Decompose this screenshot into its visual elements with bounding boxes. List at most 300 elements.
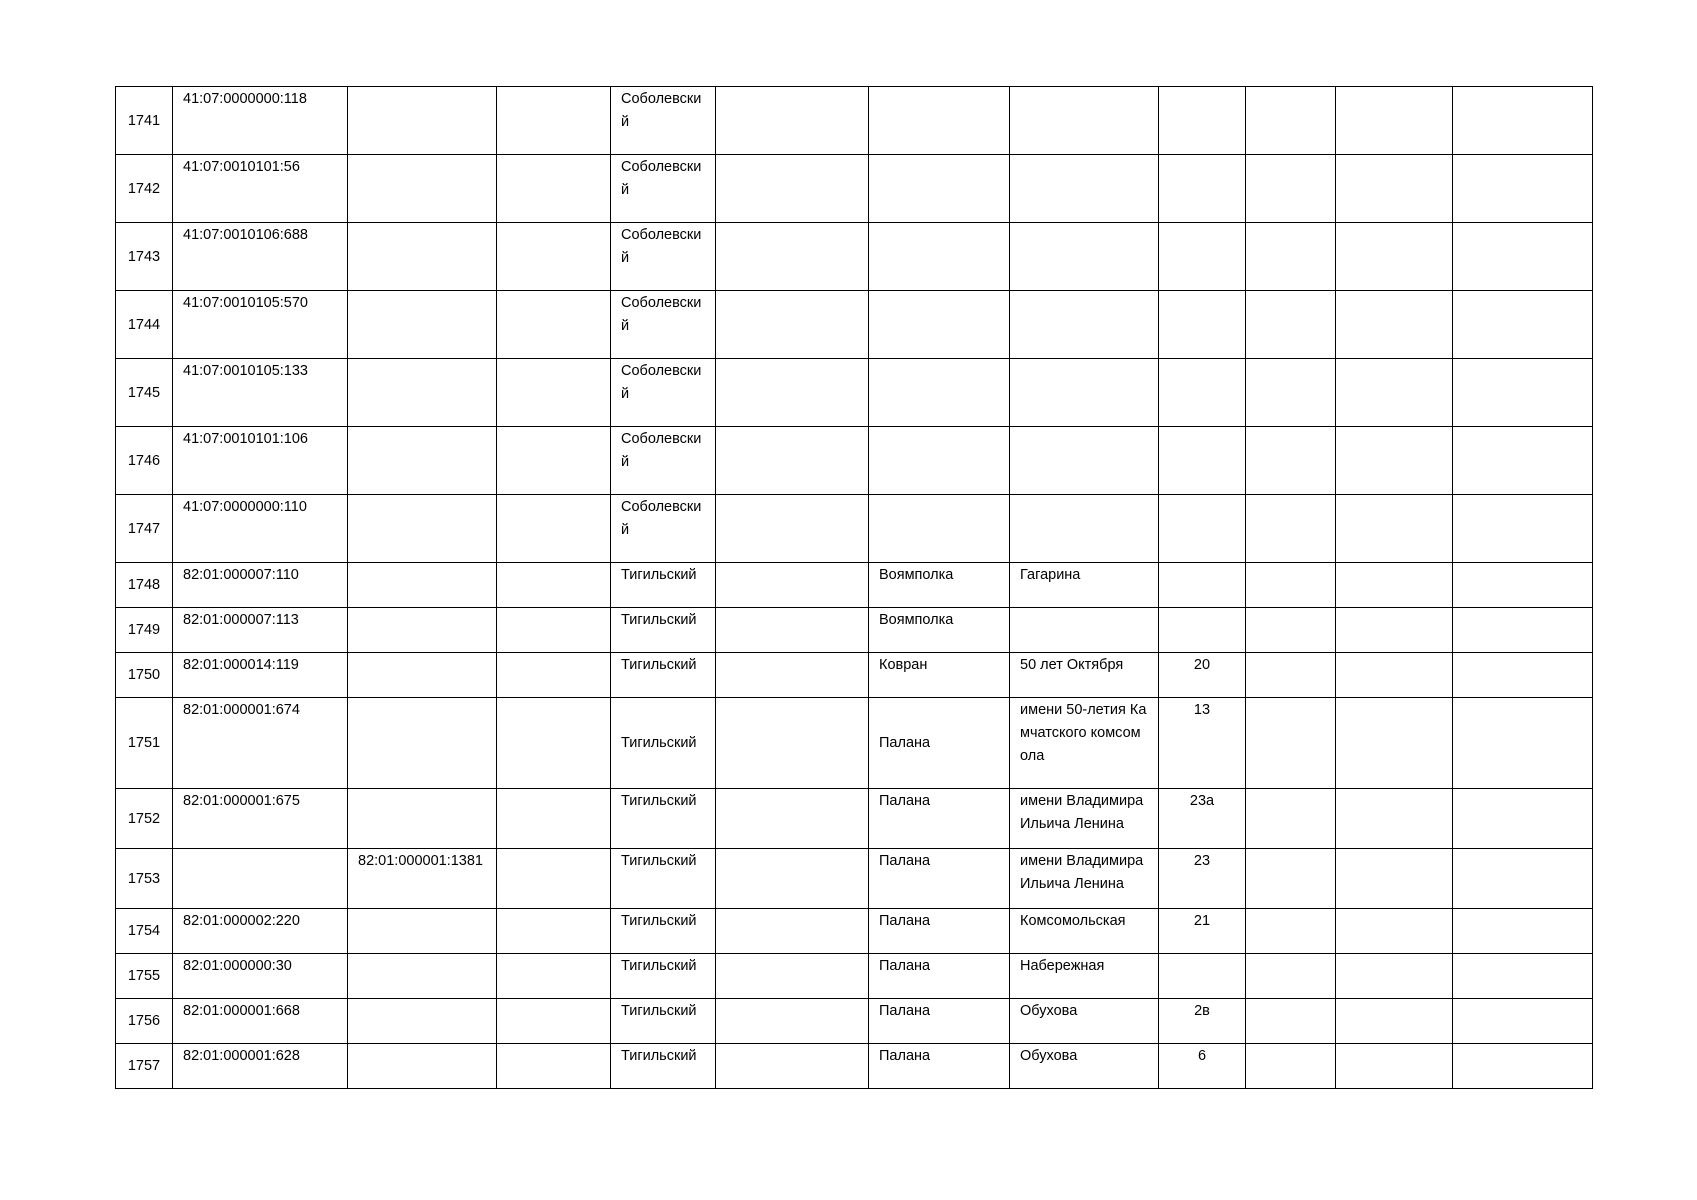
empty-cell	[1246, 909, 1336, 954]
row-number-text: 1747	[127, 520, 161, 537]
empty-text	[507, 653, 600, 654]
row-number-text: 1744	[127, 316, 161, 333]
empty-cell	[1453, 608, 1593, 653]
cadastral-number-cell	[173, 909, 348, 954]
empty-cell	[1336, 359, 1453, 427]
district-cell	[611, 223, 716, 291]
locality-text	[879, 291, 999, 292]
district-text: Тигильский	[621, 793, 697, 809]
locality-text: Палана	[879, 1003, 931, 1019]
empty-text	[726, 87, 858, 88]
district-cell	[611, 1044, 716, 1089]
cadastral-number-cell	[173, 87, 348, 155]
district-cell	[611, 653, 716, 698]
street-cell	[1010, 155, 1159, 223]
cadastral-number-cell	[173, 291, 348, 359]
empty-cell	[716, 608, 869, 653]
cadastral-number-cell	[173, 427, 348, 495]
empty-cell	[1246, 849, 1336, 909]
house-number-text: 23	[1193, 853, 1211, 869]
empty-cell	[716, 563, 869, 608]
empty-cell	[716, 698, 869, 789]
empty-cell	[1246, 495, 1336, 563]
cadastral-number-cell	[173, 608, 348, 653]
street-text	[1020, 359, 1148, 360]
empty-cell	[497, 909, 611, 954]
empty-cell	[1336, 954, 1453, 999]
empty-cell	[1453, 563, 1593, 608]
cadastral-number-text: 82:01:000007:110	[183, 567, 299, 583]
house-number-text	[1169, 954, 1235, 955]
cadastral-number-cell	[173, 495, 348, 563]
empty-cell	[497, 999, 611, 1044]
empty-cell	[1453, 427, 1593, 495]
empty-cell	[1453, 155, 1593, 223]
house-number-text	[1169, 563, 1235, 564]
cadastral-number-alt-text	[358, 789, 486, 790]
house-number-text	[1169, 87, 1235, 88]
empty-cell	[1453, 291, 1593, 359]
locality-text: Палана	[879, 958, 931, 974]
district-text: Соболевский	[621, 431, 702, 470]
street-cell	[1010, 698, 1159, 789]
table-row	[116, 954, 1593, 999]
cadastral-number-text: 41:07:0000000:110	[183, 499, 307, 515]
house-number-text: 2в	[1194, 1003, 1210, 1019]
locality-cell	[869, 359, 1010, 427]
row-number-cell	[116, 789, 173, 849]
cadastral-number-alt-text	[358, 155, 486, 156]
empty-cell	[716, 223, 869, 291]
empty-text	[726, 427, 858, 428]
empty-cell	[716, 849, 869, 909]
empty-text	[726, 698, 858, 699]
row-number-cell	[116, 653, 173, 698]
locality-cell	[869, 608, 1010, 653]
empty-cell	[1336, 87, 1453, 155]
empty-cell	[716, 87, 869, 155]
cadastral-number-alt-cell	[348, 495, 497, 563]
cadastral-number-alt-text	[358, 563, 486, 564]
district-cell	[611, 849, 716, 909]
locality-cell	[869, 563, 1010, 608]
empty-cell	[1336, 909, 1453, 954]
table-row	[116, 653, 1593, 698]
district-text: Соболевский	[621, 227, 702, 266]
locality-text: Палана	[879, 853, 931, 869]
house-number-cell	[1159, 359, 1246, 427]
table-row	[116, 359, 1593, 427]
street-cell	[1010, 954, 1159, 999]
street-text: имени 50-летия Камчатского комсомола	[1020, 702, 1147, 764]
empty-cell	[1453, 1044, 1593, 1089]
street-cell	[1010, 849, 1159, 909]
house-number-text	[1169, 291, 1235, 292]
street-cell	[1010, 789, 1159, 849]
cadastral-number-text: 41:07:0010101:56	[183, 159, 300, 175]
row-number-cell	[116, 87, 173, 155]
empty-cell	[497, 698, 611, 789]
cadastral-number-text: 82:01:000001:628	[183, 1048, 300, 1064]
street-text: Комсомольская	[1020, 913, 1126, 929]
row-number-cell	[116, 223, 173, 291]
house-number-cell	[1159, 563, 1246, 608]
street-cell	[1010, 427, 1159, 495]
street-text	[1020, 495, 1148, 496]
house-number-cell	[1159, 291, 1246, 359]
district-text: Тигильский	[621, 735, 697, 751]
house-number-cell	[1159, 999, 1246, 1044]
house-number-text	[1169, 359, 1235, 360]
street-text: Обухова	[1020, 1048, 1078, 1064]
empty-cell	[1453, 698, 1593, 789]
district-text: Тигильский	[621, 913, 697, 929]
cadastral-number-alt-cell	[348, 909, 497, 954]
locality-cell	[869, 698, 1010, 789]
row-number-cell	[116, 999, 173, 1044]
locality-cell	[869, 1044, 1010, 1089]
cadastral-number-alt-cell	[348, 155, 497, 223]
cadastral-number-text: 82:01:000007:113	[183, 612, 299, 628]
locality-cell	[869, 999, 1010, 1044]
empty-text	[726, 563, 858, 564]
street-cell	[1010, 563, 1159, 608]
table-row	[116, 223, 1593, 291]
district-text: Тигильский	[621, 958, 697, 974]
empty-text	[726, 954, 858, 955]
row-number-cell	[116, 291, 173, 359]
cadastral-number-cell	[173, 849, 348, 909]
table-row	[116, 789, 1593, 849]
registry-table	[115, 86, 1593, 1089]
cadastral-number-alt-cell	[348, 698, 497, 789]
cadastral-number-alt-text	[358, 291, 486, 292]
empty-cell	[716, 789, 869, 849]
cadastral-number-alt-cell	[348, 427, 497, 495]
empty-cell	[716, 1044, 869, 1089]
house-number-cell	[1159, 698, 1246, 789]
district-text: Тигильский	[621, 853, 697, 869]
table-row	[116, 155, 1593, 223]
empty-cell	[1453, 954, 1593, 999]
row-number-text: 1755	[127, 968, 161, 984]
empty-text	[726, 909, 858, 910]
empty-cell	[1246, 87, 1336, 155]
empty-cell	[497, 495, 611, 563]
cadastral-number-cell	[173, 155, 348, 223]
empty-cell	[497, 359, 611, 427]
empty-cell	[1453, 87, 1593, 155]
cadastral-number-alt-cell	[348, 653, 497, 698]
cadastral-number-alt-cell	[348, 1044, 497, 1089]
district-cell	[611, 155, 716, 223]
house-number-text: 23а	[1189, 793, 1215, 809]
cadastral-number-alt-cell	[348, 954, 497, 999]
empty-text	[507, 563, 600, 564]
row-number-text: 1742	[127, 180, 161, 197]
locality-text	[879, 427, 999, 428]
district-cell	[611, 909, 716, 954]
cadastral-number-alt-text	[358, 954, 486, 955]
cadastral-number-alt-text	[358, 427, 486, 428]
empty-text	[726, 359, 858, 360]
street-text: Обухова	[1020, 1003, 1078, 1019]
locality-cell	[869, 87, 1010, 155]
empty-cell	[497, 291, 611, 359]
cadastral-number-cell	[173, 789, 348, 849]
locality-text	[879, 495, 999, 496]
cadastral-number-alt-text	[358, 359, 486, 360]
locality-text: Воямполка	[879, 612, 954, 628]
street-cell	[1010, 87, 1159, 155]
row-number-cell	[116, 359, 173, 427]
cadastral-number-alt-text	[358, 608, 486, 609]
empty-cell	[716, 653, 869, 698]
empty-cell	[1336, 495, 1453, 563]
empty-cell	[1336, 291, 1453, 359]
street-text: имени Владимира Ильича Ленина	[1020, 853, 1144, 892]
empty-text	[726, 1044, 858, 1045]
empty-cell	[716, 359, 869, 427]
empty-text	[507, 999, 600, 1000]
locality-cell	[869, 427, 1010, 495]
locality-cell	[869, 954, 1010, 999]
street-text: имени Владимира Ильича Ленина	[1020, 793, 1144, 832]
empty-cell	[1246, 789, 1336, 849]
row-number-text: 1756	[127, 1013, 161, 1029]
cadastral-number-alt-cell	[348, 999, 497, 1044]
empty-text	[507, 495, 600, 496]
street-cell	[1010, 909, 1159, 954]
district-text: Соболевский	[621, 363, 702, 402]
district-cell	[611, 698, 716, 789]
street-text: Гагарина	[1020, 567, 1081, 583]
house-number-cell	[1159, 1044, 1246, 1089]
district-text: Соболевский	[621, 159, 702, 198]
empty-cell	[716, 427, 869, 495]
locality-text	[879, 359, 999, 360]
empty-text	[507, 359, 600, 360]
house-number-cell	[1159, 849, 1246, 909]
district-cell	[611, 789, 716, 849]
empty-text	[726, 999, 858, 1000]
locality-text: Ковран	[879, 657, 928, 673]
row-number-cell	[116, 495, 173, 563]
empty-text	[507, 291, 600, 292]
empty-cell	[1246, 999, 1336, 1044]
locality-text: Палана	[879, 1048, 931, 1064]
empty-cell	[1453, 999, 1593, 1044]
cadastral-number-text: 41:07:0000000:118	[183, 91, 307, 107]
empty-text	[726, 291, 858, 292]
empty-cell	[1336, 563, 1453, 608]
cadastral-number-cell	[173, 653, 348, 698]
cadastral-number-alt-text	[358, 698, 486, 699]
empty-cell	[1453, 223, 1593, 291]
empty-cell	[497, 1044, 611, 1089]
empty-cell	[1336, 653, 1453, 698]
cadastral-number-alt-text	[358, 87, 486, 88]
locality-cell	[869, 849, 1010, 909]
empty-cell	[1336, 999, 1453, 1044]
empty-text	[507, 954, 600, 955]
empty-cell	[1246, 223, 1336, 291]
house-number-text: 21	[1193, 913, 1211, 929]
house-number-cell	[1159, 155, 1246, 223]
row-number-text: 1748	[127, 577, 161, 593]
street-text	[1020, 155, 1148, 156]
house-number-cell	[1159, 789, 1246, 849]
row-number-cell	[116, 954, 173, 999]
empty-cell	[1336, 789, 1453, 849]
empty-cell	[1246, 563, 1336, 608]
cadastral-number-alt-text	[358, 223, 486, 224]
cadastral-number-alt-cell	[348, 608, 497, 653]
cadastral-number-text: 82:01:000000:30	[183, 958, 292, 974]
street-cell	[1010, 1044, 1159, 1089]
cadastral-number-alt-cell	[348, 87, 497, 155]
table-row	[116, 495, 1593, 563]
street-text: Набережная	[1020, 958, 1105, 974]
empty-cell	[1453, 653, 1593, 698]
street-text	[1020, 87, 1148, 88]
district-text: Соболевский	[621, 295, 702, 334]
locality-cell	[869, 155, 1010, 223]
row-number-text: 1751	[127, 735, 161, 751]
cadastral-number-text: 82:01:000001:668	[183, 1003, 300, 1019]
cadastral-number-text: 41:07:0010105:133	[183, 363, 308, 379]
empty-cell	[1453, 359, 1593, 427]
table-row	[116, 698, 1593, 789]
table-row	[116, 427, 1593, 495]
empty-cell	[1246, 698, 1336, 789]
empty-cell	[497, 427, 611, 495]
street-text	[1020, 608, 1148, 609]
empty-cell	[716, 291, 869, 359]
locality-cell	[869, 909, 1010, 954]
cadastral-number-alt-text	[358, 495, 486, 496]
cadastral-number-alt-cell	[348, 359, 497, 427]
cadastral-number-alt-cell	[348, 563, 497, 608]
empty-text	[507, 789, 600, 790]
empty-cell	[716, 495, 869, 563]
empty-text	[726, 653, 858, 654]
district-text: Тигильский	[621, 612, 697, 628]
cadastral-number-cell	[173, 359, 348, 427]
street-cell	[1010, 999, 1159, 1044]
empty-text	[507, 849, 600, 850]
house-number-text	[1169, 495, 1235, 496]
house-number-text: 6	[1197, 1048, 1207, 1064]
district-text: Тигильский	[621, 1048, 697, 1064]
empty-cell	[1246, 608, 1336, 653]
empty-cell	[1246, 954, 1336, 999]
street-text	[1020, 427, 1148, 428]
empty-text	[507, 909, 600, 910]
cadastral-number-alt-cell	[348, 849, 497, 909]
house-number-text: 13	[1193, 702, 1211, 718]
row-number-text: 1752	[127, 810, 161, 827]
locality-cell	[869, 653, 1010, 698]
locality-cell	[869, 223, 1010, 291]
cadastral-number-cell	[173, 698, 348, 789]
table-row	[116, 909, 1593, 954]
district-text: Тигильский	[621, 567, 697, 583]
house-number-text	[1169, 155, 1235, 156]
cadastral-number-text: 82:01:000001:675	[183, 793, 300, 809]
row-number-text: 1753	[127, 870, 161, 887]
empty-cell	[716, 909, 869, 954]
house-number-text	[1169, 223, 1235, 224]
district-cell	[611, 495, 716, 563]
cadastral-number-text: 41:07:0010106:688	[183, 227, 308, 243]
row-number-text: 1749	[127, 622, 161, 638]
empty-cell	[1453, 789, 1593, 849]
street-text	[1020, 223, 1148, 224]
empty-text	[726, 155, 858, 156]
table-row	[116, 291, 1593, 359]
district-cell	[611, 954, 716, 999]
cadastral-number-text: 82:01:000014:119	[183, 657, 299, 673]
street-cell	[1010, 291, 1159, 359]
table-row	[116, 999, 1593, 1044]
empty-cell	[1453, 909, 1593, 954]
street-cell	[1010, 223, 1159, 291]
cadastral-number-alt-cell	[348, 223, 497, 291]
house-number-text: 20	[1193, 657, 1211, 673]
table-row	[116, 563, 1593, 608]
house-number-cell	[1159, 223, 1246, 291]
cadastral-number-text: 41:07:0010101:106	[183, 431, 308, 447]
empty-cell	[1453, 849, 1593, 909]
district-cell	[611, 359, 716, 427]
locality-text	[879, 155, 999, 156]
street-cell	[1010, 608, 1159, 653]
empty-cell	[1246, 155, 1336, 223]
house-number-cell	[1159, 608, 1246, 653]
row-number-text: 1746	[127, 452, 161, 469]
street-text	[1020, 291, 1148, 292]
cadastral-number-alt-cell	[348, 291, 497, 359]
street-cell	[1010, 495, 1159, 563]
district-text: Соболевский	[621, 499, 702, 538]
empty-cell	[1246, 291, 1336, 359]
locality-cell	[869, 789, 1010, 849]
row-number-cell	[116, 698, 173, 789]
district-cell	[611, 291, 716, 359]
locality-text: Палана	[879, 793, 931, 809]
empty-cell	[1336, 223, 1453, 291]
empty-cell	[1336, 427, 1453, 495]
table-row	[116, 1044, 1593, 1089]
district-cell	[611, 608, 716, 653]
empty-text	[726, 495, 858, 496]
locality-cell	[869, 495, 1010, 563]
cadastral-number-text: 82:01:000002:220	[183, 913, 300, 929]
empty-cell	[497, 849, 611, 909]
table-body	[116, 87, 1593, 1089]
empty-text	[507, 427, 600, 428]
street-text: 50 лет Октября	[1020, 657, 1124, 673]
cadastral-number-text: 41:07:0010105:570	[183, 295, 308, 311]
house-number-cell	[1159, 954, 1246, 999]
cadastral-number-cell	[173, 954, 348, 999]
cadastral-number-alt-text	[358, 999, 486, 1000]
table-row	[116, 608, 1593, 653]
empty-cell	[497, 87, 611, 155]
house-number-text	[1169, 427, 1235, 428]
locality-text	[879, 223, 999, 224]
